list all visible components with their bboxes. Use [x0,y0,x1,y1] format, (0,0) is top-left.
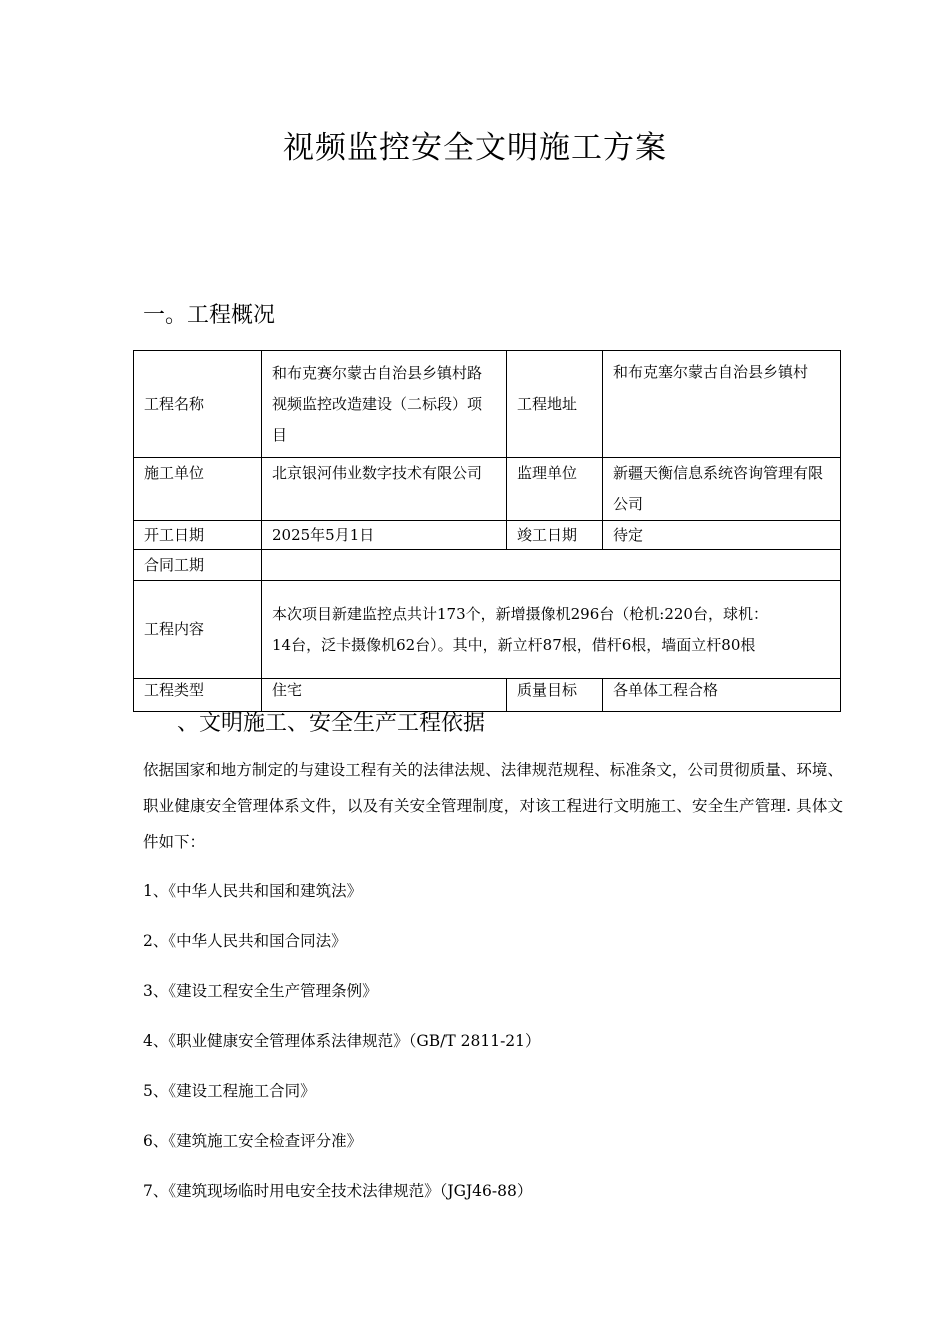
list-item: 7、《建筑现场临时用电安全技术法律规范》（JGJ46-88） [143,1182,533,1200]
project-address-label: 工程地址 [507,351,603,458]
quality-value: 各单体工程合格 [603,679,841,712]
reference-list [143,874,541,1224]
table-row [134,351,841,458]
type-value: 住宅 [262,679,507,712]
table-row [134,581,841,679]
contractor-value: 北京银河伟业数字技术有限公司 [262,458,507,521]
table-row [134,550,841,581]
list-item: 5、《建设工程施工合同》 [143,1082,316,1100]
contract-period-value [262,550,841,581]
section-heading-overview: 一。工程概况 [143,303,276,328]
project-name-value: 和布克赛尔蒙古自治县乡镇村路视频监控改造建设（二标段）项目 [262,351,507,458]
list-item: 3、《建设工程安全生产管理条例》 [143,982,378,1000]
contract-period-label: 合同工期 [134,550,262,581]
list-item: 2、《中华人民共和国合同法》 [143,932,347,950]
table-row [134,458,841,521]
start-date-label: 开工日期 [134,521,262,550]
list-item: 1、《中华人民共和国和建筑法》 [143,882,363,900]
project-name-label: 工程名称 [134,351,262,458]
supervisor-value: 新疆天衡信息系统咨询管理有限公司 [603,458,841,521]
list-item: 4、《职业健康安全管理体系法律规范》（GB/T 2811-21） [143,1032,541,1050]
contractor-label: 施工单位 [134,458,262,521]
completion-date-value: 待定 [603,521,841,550]
project-info-table [133,350,841,712]
table-row [134,521,841,550]
content-value: 本次项目新建监控点共计173个，新增摄像机296台（枪机:220台，球机：14台，泛卡摄像机62台）。其中，新立杆87根，借杆6根，墙面立杆80根 [262,581,841,679]
content-label: 工程内容 [134,581,262,679]
quality-label: 质量目标 [507,679,603,712]
start-date-value: 2025年5月1日 [262,521,507,550]
list-item: 6、《建筑施工安全检查评分准》 [143,1132,363,1150]
project-address-value: 和布克塞尔蒙古自治县乡镇村 [603,351,841,458]
basis-paragraph: 依据国家和地方制定的与建设工程有关的法律法规、法律规范规程、标准条文，公司贯彻质量、环境、职业健康安全管理体系文件，以及有关安全管理制度，对该工程进行文明施工、安全生产管理. 具体文件如下： [143,761,843,851]
supervisor-label: 监理单位 [507,458,603,521]
type-label: 工程类型 [134,679,262,712]
completion-date-label: 竣工日期 [507,521,603,550]
document-title: 视频监控安全文明施工方案 [283,130,667,166]
section-heading-basis: 、文明施工、安全生产工程依据 [177,711,486,736]
